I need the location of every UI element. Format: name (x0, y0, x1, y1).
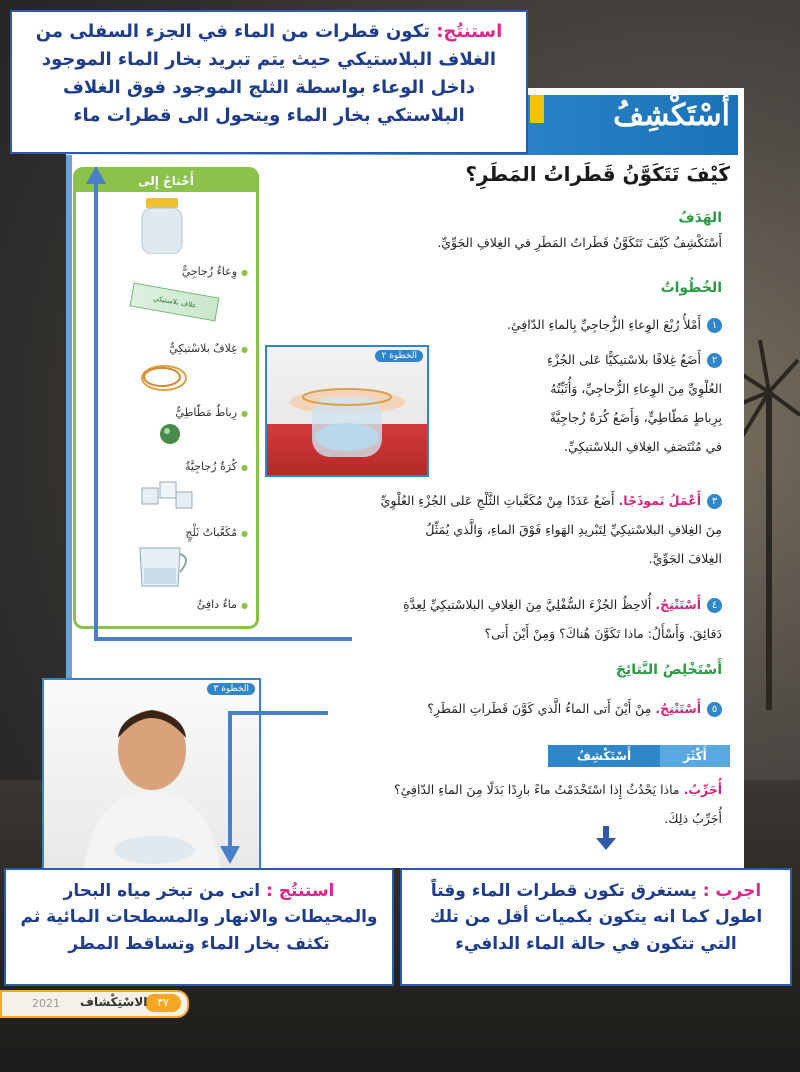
annotation-lead: استنتُج: (436, 21, 503, 42)
try-lead: أُجَرِّبُ. (683, 782, 722, 797)
step-text: أَضَعُ عَدَدًا مِنْ مُكَعَّباتِ الثَّلْجِ عَلى الجُزْءِ العُلْوِيِّ (380, 493, 615, 508)
step-number: ٢ (707, 353, 722, 368)
annotation-text: اتى من تبخر مياه البحار والمحيطات والانهار والمسطحات المائية ثم تكثف بخار الماء وتساقط المطر (20, 881, 378, 954)
annotation-lead: اجرب : (702, 881, 762, 901)
step-text: بِرِباطٍ مَطّاطِيٍّ، وَأَضَعُ كُرَةً زُجاجِيَّةً (549, 410, 722, 425)
boy-illustration (44, 680, 259, 870)
step-photo-label: الخطوة ٢ (375, 350, 423, 362)
annotation-top (10, 10, 528, 154)
conclude-heading: أَسْتَخْلِصُ النَّتائِجَ (615, 662, 722, 678)
step-2-photo (265, 345, 429, 477)
annotation-lead: استنتُج : (266, 881, 335, 901)
tab-more: أَكْثَرَ (660, 745, 730, 767)
try-text: أُجَرِّبُ ذلِكَ. (664, 811, 722, 826)
footer-year: 2021 (32, 997, 60, 1010)
arrow-down-icon (596, 826, 616, 850)
measuring-cup-icon (134, 544, 194, 588)
jar-illustration (267, 347, 427, 475)
step-photo-label: الخطوة ٣ (207, 683, 255, 695)
goal-text: أَسْتَكْشِفُ كَيْفَ تَتَكَوَّنُ قَطَراتُ المَطَرِ في الغِلافِ الجَوِّيِّ. (437, 235, 722, 250)
step-2 (422, 345, 722, 461)
step-number: ١ (707, 318, 722, 333)
rubber-band-icon (138, 362, 190, 394)
question-title: كَيْفَ تَتَكَوَّنُ قَطَراتُ المَطَرِ؟ (465, 162, 730, 186)
try-section (302, 775, 722, 833)
step-number: ٤ (707, 598, 722, 613)
connector-line (94, 637, 352, 641)
step-text: أَمْلأُ رُبْعَ الوِعاءِ الزُّجاجِيِّ بِالماءِ الدّافِئِ. (506, 317, 701, 332)
annotation-text: تكون قطرات من الماء في الجزء السفلى من الغلاف البلاستيكي حيث يتم تبريد بخار الماء الموجود داخل الوعاء بواسطة الثلج الموجود فوق الغلاف البلاستكي بخار الماء ويتحول الى قطرات ماء (35, 21, 497, 126)
try-text: ماذا يَحْدُثُ إِذا اسْتَخْدَمْتُ ماءً بارِدًا بَدَلًا مِنَ الماءِ الدّافِئِ؟ (393, 782, 680, 797)
step-number: ٥ (707, 702, 722, 717)
step-lead: أَسْتَنْتِجُ. (655, 701, 701, 716)
step-text: مِنَ الغِلافِ البلاسْتيكِيِّ لِتَبْريدِ الهَواءِ فَوْقَ الماءِ، وَالَّذي يُمَثِّلُ (425, 522, 722, 537)
plastic-wrap-icon: غلاف بلاستيكي (130, 283, 220, 322)
page-number: ٣٧ (145, 994, 181, 1012)
step-number: ٣ (707, 494, 722, 509)
step-text: أُلاحِظُ الجُزْءَ السُّفْلِيَّ مِنَ الغِلافِ البلاسْتيكِيِّ لِعِدَّةِ (403, 597, 652, 612)
sidebar-item: ● ماءٌ دافِئٌ (197, 598, 248, 611)
step-text: مِنْ أَيْنَ أَتى الماءُ الَّذي كَوَّنَ قَطَراتِ المَطَرِ؟ (427, 701, 652, 716)
explore-more-tabs (470, 745, 730, 767)
annotation-bottom-right (400, 868, 792, 986)
step-text: دَقائِقَ. وَأَسْأَلُ: ماذا تَكَوَّنَ هُناكَ؟ وَمِنْ أَيْنَ أَتى؟ (484, 626, 722, 641)
step-lead: أَسْتَنْتِجُ. (655, 597, 701, 612)
materials-sidebar (73, 167, 259, 629)
step-lead: أَعْمَلُ نَموذَجًا. (618, 493, 701, 508)
footer-section: الاسْتِكْشاف (80, 995, 148, 1009)
ice-cubes-icon (140, 478, 196, 514)
sidebar-item: ● وِعاءٌ زُجاجِيٌّ (182, 265, 248, 278)
page-footer (0, 990, 189, 1018)
goal-heading: الهَدَفُ (678, 210, 722, 226)
sidebar-item: ● رِباطٌ مَطّاطِيٌّ (175, 406, 248, 419)
step-1 (507, 310, 722, 339)
sidebar-item: ● غِلافٌ بلاسْتيكِيٌّ (169, 342, 248, 355)
tab-explore: أَسْتَكْشِفُ (548, 745, 660, 767)
step-text: العُلْوِيِّ مِنَ الوِعاءِ الزُّجاجِيِّ، وَأُثَبِّتُهُ (550, 381, 722, 396)
sidebar-title: أَحْتاجُ إِلى (76, 170, 256, 192)
step-text: أَضَعُ غِلافًا بلاسْتيكيًّا عَلى الجُزْءِ (547, 352, 701, 367)
marble-icon (158, 422, 182, 446)
connector-line (228, 711, 328, 715)
arrow-down-icon (220, 846, 240, 864)
sidebar-item: ● كُرَةٌ زُجاجِيَّةٌ (185, 460, 248, 473)
annotation-text: يستغرق تكون قطرات الماء وقتاً اطول كما انه يتكون بكميات أقل من تلك التي تتكون في حالة الماء الدافيء (429, 881, 763, 954)
connector-line (228, 711, 232, 851)
step-text: في مُنْتَصَفِ الغِلافِ البلاسْتيكِيِّ. (564, 439, 722, 454)
explore-title: أَسْتَكْشِفُ (613, 98, 730, 133)
jar-icon (138, 198, 186, 254)
sidebar-item: ● مُكَعَّباتُ ثَلْجٍ (185, 526, 248, 539)
annotation-bottom-left (4, 868, 394, 986)
steps-heading: الخُطُواتُ (660, 280, 722, 296)
connector-line (94, 178, 98, 640)
step-5 (427, 694, 722, 723)
step-text: الغِلافَ الجَوِّيَّ. (648, 551, 722, 566)
header-accent (530, 95, 544, 123)
arrow-up-icon (86, 166, 106, 184)
